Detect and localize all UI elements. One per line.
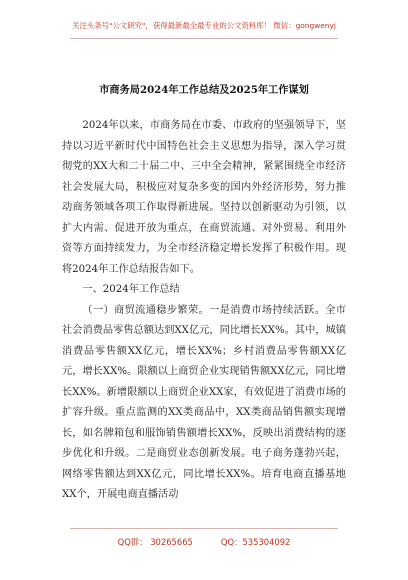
document-title: 市商务局2024年工作总结及2025年工作谋划 <box>99 84 309 96</box>
document-body <box>62 116 346 506</box>
qq-group-text: QQ群： 30265665 <box>117 537 193 547</box>
qq-contact-text: QQ：535304092 <box>220 537 291 547</box>
section-paragraph: （一）商贸流通稳步繁荣。一是消费市场持续活跃。全市社会消费品零售总额达到XX亿元，同比增长XX%。其中，城镇消费品零售额XX亿元，增长XX%；乡村消费品零售额XX亿元，增长XX%。限额以上商贸企业实现销售额XX亿元，同比增长XX%。新增限额以上商贸企业XX家，有效促进了消费市场的扩容升级。重点监测的XX类商品中，XX类商品销售额实现增长，如名牌箱包和服饰销售额增长XX%，反映出消费结构的逐步优化和升级。二是商贸业态创新发展。电子商务蓬勃兴起，网络零售额达到XX亿元，同比增长XX%。培育电商直播基地XX个，开展电商直播活动 <box>62 304 346 500</box>
promo-header: 关注头条号"公文研究"，获得最新最全最专业的公文资料库！ 微信：gongwenyj <box>72 21 336 30</box>
section-heading: 一、2024年工作总结 <box>82 284 180 295</box>
footer-divider <box>70 528 338 529</box>
header-divider <box>70 38 338 39</box>
contact-footer <box>0 536 408 548</box>
intro-paragraph: 2024年以来，市商务局在市委、市政府的坚强领导下，坚持以习近平新时代中国特色社会主义思想为指导，深入学习贯彻党的XX大和二十届二中、三中全会精神，紧紧围绕全市经济社会发展大局，积极应对复杂多变的国内外经济形势，努力推动商务领域各项工作取得新进展。坚持以创新驱动为引领，以扩大内需、促进开放为重点，在商贸流通、对外贸易、利用外资等方面持续发力，为全市经济稳定增长发挥了积极作用。现将2024年工作总结报告如下。 <box>62 120 346 275</box>
